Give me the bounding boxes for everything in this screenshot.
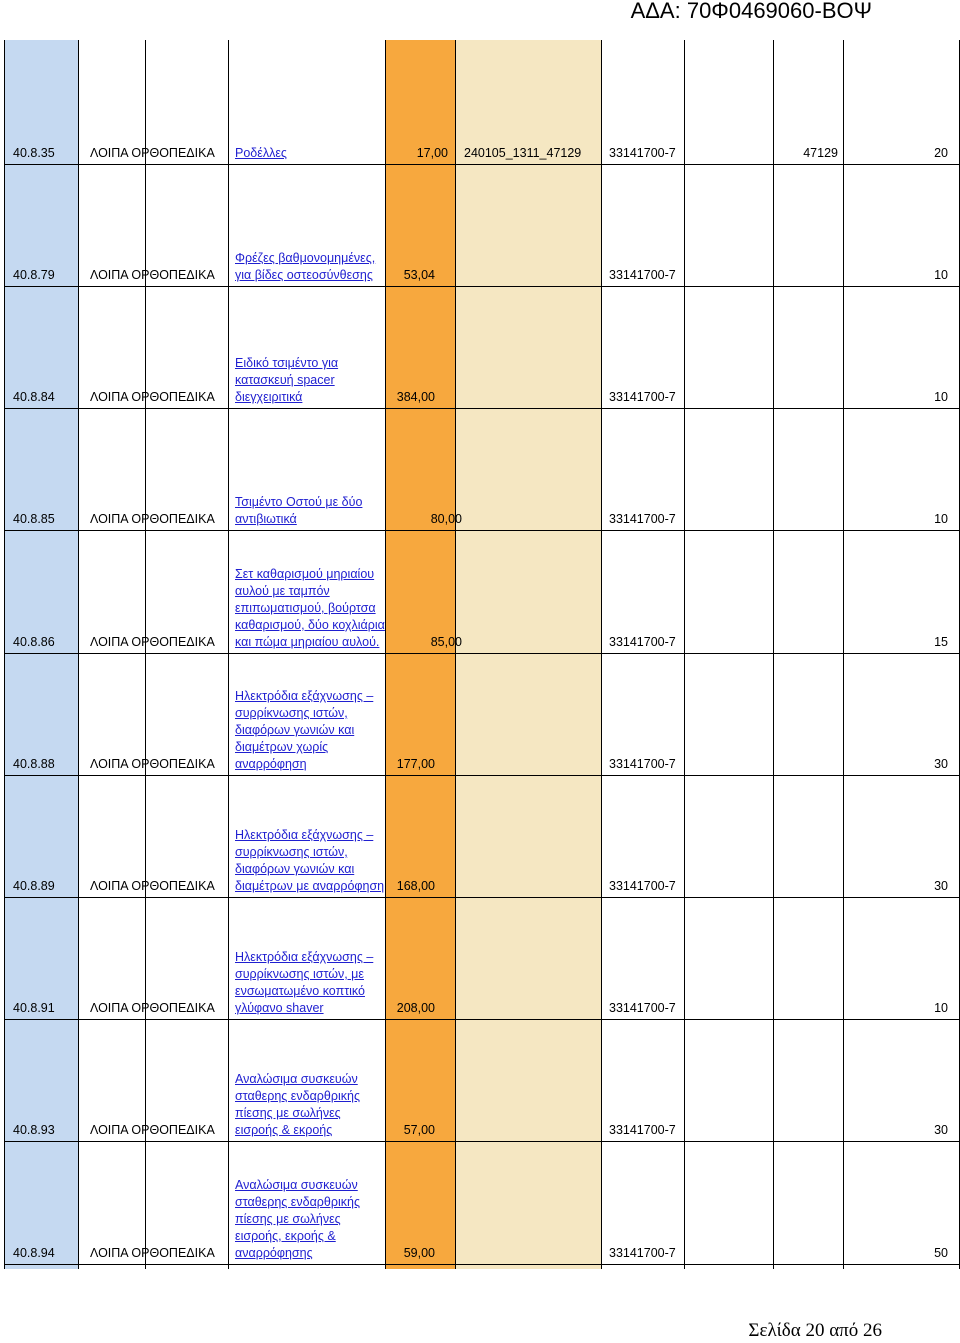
item-description-link[interactable]: Ηλεκτρόδια εξάχνωσης – συρρίκνωσης ιστών, με ενσωματωμένο κοπτικό γλύφανο shaver (235, 950, 374, 1015)
item-quantity: 10 (934, 1001, 948, 1015)
item-description-link[interactable]: Σετ καθαρισμού μηριαίου αυλού με ταμπόν επιπωματισμού, βούρτσα καθαρισμού, δύο κοχλιάρια και πώμα μηριαίου αυλού. (235, 567, 385, 649)
item-description-link[interactable]: Αναλώσιμα συσκευών σταθερης ενδαρθρικής πίεσης με σωλήνες εισροής & εκροής (235, 1072, 360, 1137)
item-category: ΛΟΙΠΑ ΟΡΘΟΠΕΔΙΚΑ (90, 1246, 215, 1260)
ada-code: ΑΔΑ: 70Φ0469060-ΒΟΨ (630, 0, 872, 23)
item-quantity: 20 (934, 146, 948, 160)
item-description-link[interactable]: Ειδικό τσιμέντο για κατασκευή spacer διεγχειριτικά (235, 356, 339, 404)
table-row (0, 164, 960, 286)
item-code: 40.8.91 (13, 1001, 55, 1015)
item-category: ΛΟΙΠΑ ΟΡΘΟΠΕΔΙΚΑ (90, 757, 215, 771)
item-description-link[interactable]: Ηλεκτρόδια εξάχνωσης – συρρίκνωσης ιστών, διαφόρων γωνιών και διαμέτρων χωρίς αναρρόφηση (235, 689, 374, 771)
item-category: ΛΟΙΠΑ ΟΡΘΟΠΕΔΙΚΑ (90, 390, 215, 404)
item-code: 40.8.84 (13, 390, 55, 404)
item-description-link[interactable]: Ροδέλλες (235, 146, 287, 160)
item-cpv: 33141700-7 (609, 1123, 676, 1137)
item-quantity: 50 (934, 1246, 948, 1260)
item-price: 177,00 (396, 757, 435, 771)
item-category: ΛΟΙΠΑ ΟΡΘΟΠΕΔΙΚΑ (90, 146, 215, 160)
item-code: 40.8.94 (13, 1246, 55, 1260)
item-price: 168,00 (396, 879, 435, 893)
item-cpv: 33141700-7 (609, 146, 676, 160)
items-table (0, 40, 960, 1269)
item-cpv: 33141700-7 (609, 1001, 676, 1015)
item-code: 40.8.85 (13, 512, 55, 526)
item-cpv: 33141700-7 (609, 1246, 676, 1260)
table-row (0, 653, 960, 775)
ada-header (0, 0, 960, 30)
item-price: 208,00 (396, 1001, 435, 1015)
item-description-link[interactable]: Φρέζες βαθμονομημένες, για βίδες οστεοσύνθεσης (235, 251, 376, 282)
item-category: ΛΟΙΠΑ ΟΡΘΟΠΕΔΙΚΑ (90, 1001, 215, 1015)
item-code: 40.8.93 (13, 1123, 55, 1137)
table-row (0, 530, 960, 653)
table-row (0, 286, 960, 408)
item-price: 17,00 (416, 146, 448, 160)
table-row (0, 408, 960, 530)
item-quantity: 10 (934, 390, 948, 404)
item-category: ΛΟΙΠΑ ΟΡΘΟΠΕΔΙΚΑ (90, 512, 215, 526)
item-quantity: 30 (934, 879, 948, 893)
item-quantity: 15 (934, 635, 948, 649)
item-quantity: 30 (934, 1123, 948, 1137)
item-extra-code: 47129 (803, 146, 838, 160)
grid-line (4, 1264, 959, 1265)
table-row (0, 40, 960, 164)
item-cpv: 33141700-7 (609, 879, 676, 893)
item-code: 40.8.35 (13, 146, 55, 160)
item-price: 53,04 (403, 268, 435, 282)
table-row (0, 897, 960, 1019)
item-quantity: 10 (934, 512, 948, 526)
item-cpv: 33141700-7 (609, 635, 676, 649)
item-code: 40.8.79 (13, 268, 55, 282)
item-category: ΛΟΙΠΑ ΟΡΘΟΠΕΔΙΚΑ (90, 1123, 215, 1137)
item-category: ΛΟΙΠΑ ΟΡΘΟΠΕΔΙΚΑ (90, 635, 215, 649)
table-row (0, 1019, 960, 1141)
item-description-link[interactable]: Τσιμέντο Οστού με δύο αντιβιωτικά (235, 495, 363, 526)
item-code: 40.8.89 (13, 879, 55, 893)
item-cpv: 33141700-7 (609, 757, 676, 771)
item-code: 40.8.86 (13, 635, 55, 649)
item-description-link[interactable]: Ηλεκτρόδια εξάχνωσης – συρρίκνωσης ιστών, διαφόρων γωνιών και διαμέτρων με αναρρόφηση (235, 828, 385, 893)
item-product-id: 240105_1311_47129 (464, 146, 582, 160)
item-description-link[interactable]: Αναλώσιμα συσκευών σταθερης ενδαρθρικής πίεσης με σωλήνες εισροής, εκροής & αναρρόφησης (235, 1178, 360, 1260)
table-row (0, 1141, 960, 1264)
item-price: 85,00 (430, 635, 462, 649)
item-category: ΛΟΙΠΑ ΟΡΘΟΠΕΔΙΚΑ (90, 268, 215, 282)
table-row (0, 775, 960, 897)
item-quantity: 30 (934, 757, 948, 771)
item-price: 57,00 (403, 1123, 435, 1137)
item-price: 80,00 (430, 512, 462, 526)
item-cpv: 33141700-7 (609, 512, 676, 526)
item-cpv: 33141700-7 (609, 390, 676, 404)
item-quantity: 10 (934, 268, 948, 282)
item-code: 40.8.88 (13, 757, 55, 771)
item-category: ΛΟΙΠΑ ΟΡΘΟΠΕΔΙΚΑ (90, 879, 215, 893)
item-price: 384,00 (396, 390, 435, 404)
item-price: 59,00 (403, 1246, 435, 1260)
page-number: Σελίδα 20 από 26 (748, 1320, 882, 1341)
item-cpv: 33141700-7 (609, 268, 676, 282)
